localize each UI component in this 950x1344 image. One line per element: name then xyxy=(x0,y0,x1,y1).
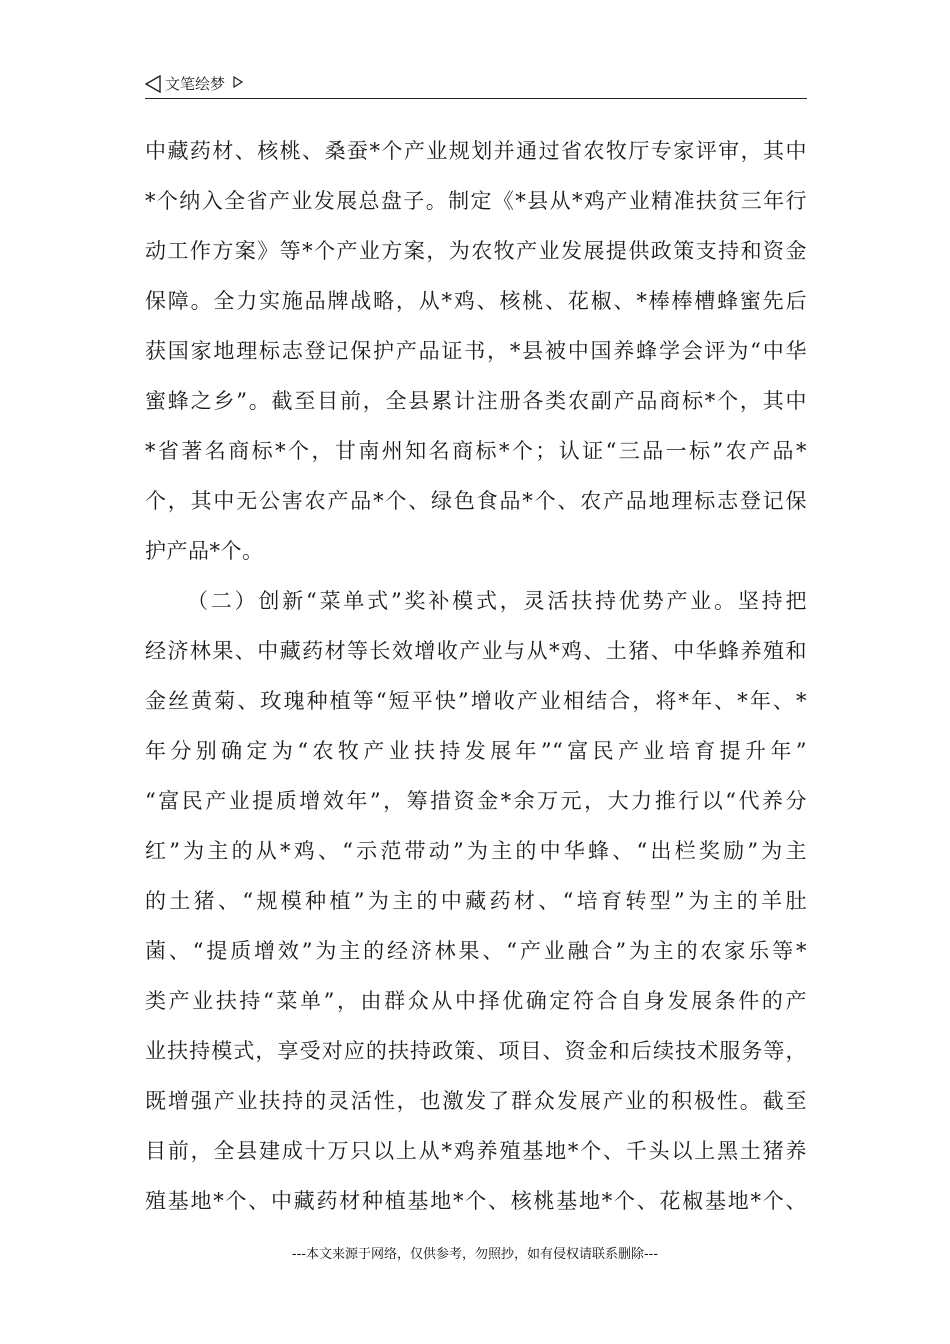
text-line: 业扶持模式，享受对应的扶持政策、项目、资金和后续技术服务等， xyxy=(145,1039,807,1063)
text-line: 获国家地理标志登记保护产品证书，*县被中国养蜂学会评为“中华 xyxy=(145,339,807,363)
text-line: 殖基地*个、中藏药材种植基地*个、核桃基地*个、花椒基地*个、 xyxy=(145,1189,807,1213)
text-line: 护产品*个。 xyxy=(145,539,264,563)
text-line: 蜜蜂之乡”。截至目前，全县累计注册各类农副产品商标*个，其中 xyxy=(145,389,807,413)
text-line: 目前，全县建成十万只以上从*鸡养殖基地*个、千头以上黑土猪养 xyxy=(145,1139,807,1163)
text-line: 经济林果、中藏药材等长效增收产业与从*鸡、土猪、中华蜂养殖和 xyxy=(145,639,807,663)
triangle-right-icon xyxy=(233,76,243,88)
triangle-left-icon xyxy=(145,75,161,93)
section-heading-line: （二）创新“菜单式”奖补模式，灵活扶持优势产业。坚持把 xyxy=(187,589,807,613)
document-body xyxy=(145,126,807,1226)
text-line: 动工作方案》等*个产业方案，为农牧产业发展提供政策支持和资金 xyxy=(145,239,807,263)
text-line: 既增强产业扶持的灵活性，也激发了群众发展产业的积极性。截至 xyxy=(145,1089,807,1113)
text-line: 保障。全力实施品牌战略，从*鸡、核桃、花椒、*棒棒槽蜂蜜先后 xyxy=(145,289,807,313)
text-line: 中藏药材、核桃、桑蚕*个产业规划并通过省农牧厅专家评审，其中 xyxy=(145,139,807,163)
text-line: *省著名商标*个，甘南州知名商标*个；认证“三品一标”农产品* xyxy=(145,439,807,463)
header-title: 文笔绘梦 xyxy=(165,75,226,93)
text-line: 红”为主的从*鸡、“示范带动”为主的中华蜂、“出栏奖励”为主 xyxy=(145,839,807,863)
text-line: *个纳入全省产业发展总盘子。制定《*县从*鸡产业精准扶贫三年行 xyxy=(145,189,807,213)
text-line: 的土猪、“规模种植”为主的中藏药材、“培育转型”为主的羊肚 xyxy=(145,889,807,913)
text-line: 年分别确定为“农牧产业扶持发展年”“富民产业培育提升年” xyxy=(145,739,807,763)
text-line: 类产业扶持“菜单”，由群众从中择优确定符合自身发展条件的产 xyxy=(145,989,807,1013)
text-line: “富民产业提质增效年”，筹措资金*余万元，大力推行以“代养分 xyxy=(145,789,807,813)
text-line: 金丝黄菊、玫瑰种植等“短平快”增收产业相结合，将*年、*年、* xyxy=(145,689,807,713)
page-header xyxy=(145,72,807,99)
text-line: 菌、“提质增效”为主的经济林果、“产业融合”为主的农家乐等* xyxy=(145,939,807,963)
footer-disclaimer: ---本文来源于网络，仅供参考，勿照抄，如有侵权请联系删除--- xyxy=(291,1247,659,1262)
text-line: 个，其中无公害农产品*个、绿色食品*个、农产品地理标志登记保 xyxy=(145,489,807,513)
